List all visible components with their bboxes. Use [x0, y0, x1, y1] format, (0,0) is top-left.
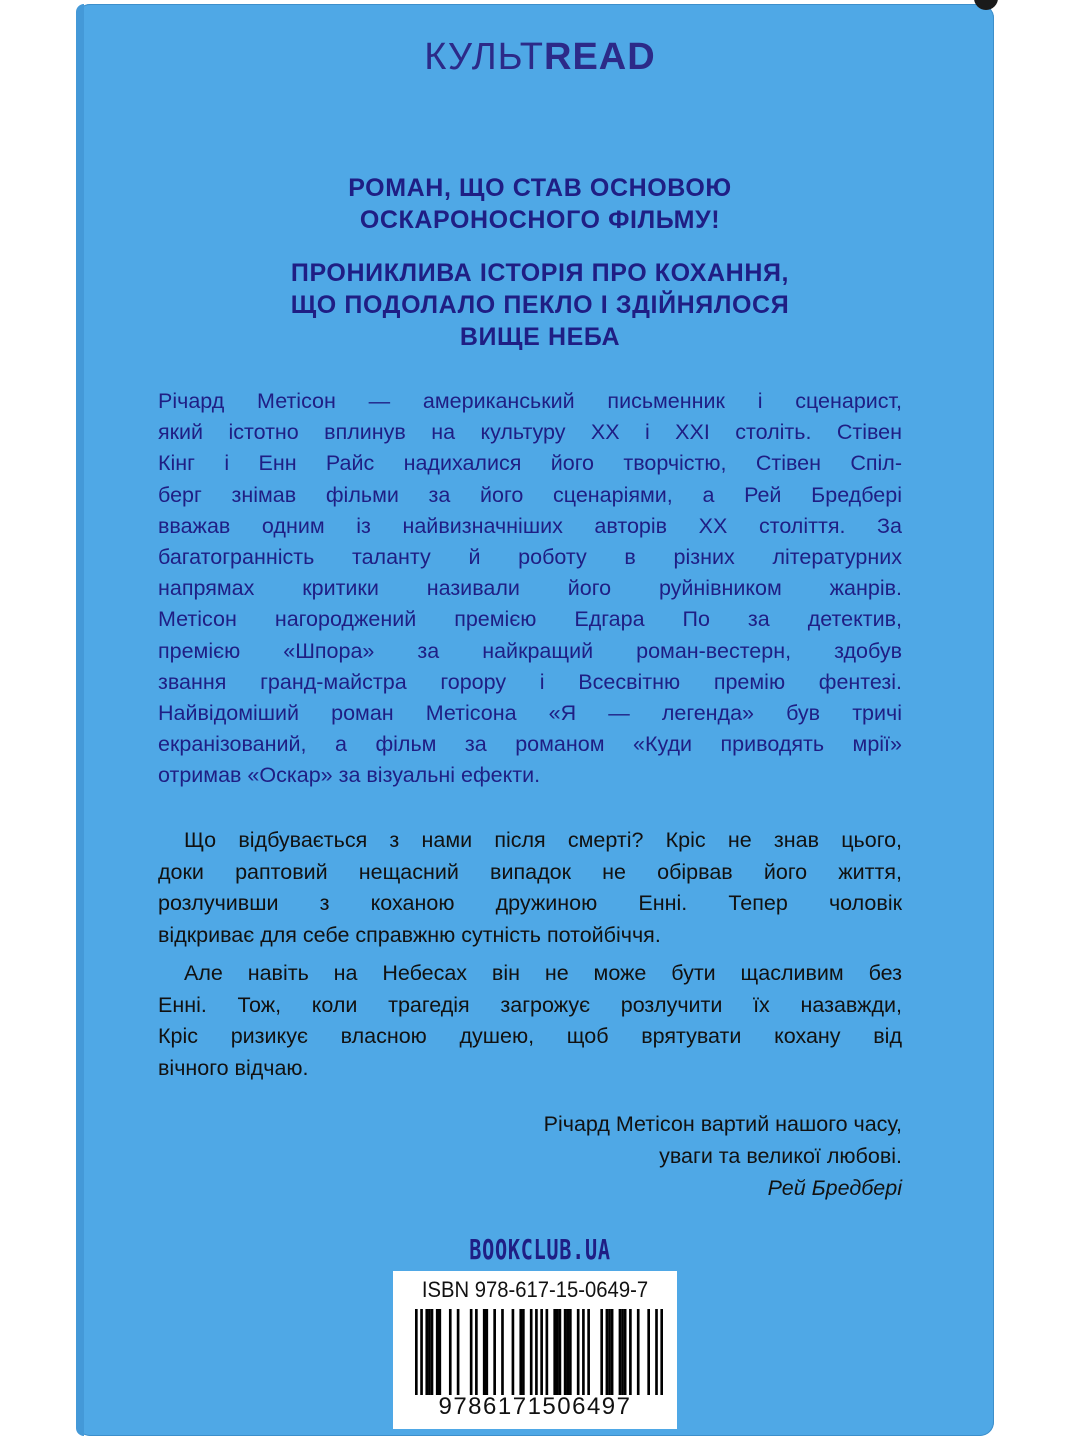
barcode-bar [485, 1309, 488, 1395]
barcode-bar [425, 1309, 428, 1395]
barcode-bar [512, 1309, 515, 1395]
bio-line: напрямах критики називали його руйнівником жанрів. [158, 576, 902, 601]
barcode-bar [577, 1309, 580, 1395]
synopsis-line: розлучивши з коханою дружиною Енні. Тепер чоловік [158, 891, 902, 916]
headline-1-line: ОСКАРОНОСНОГО ФІЛЬМУ! [359, 206, 721, 234]
quote-author: Рей Бредбері [767, 1176, 902, 1200]
headline-1 [0, 172, 1080, 236]
barcode-bar [564, 1309, 567, 1395]
synopsis-line: Що відбувається з нами після смерті? Кріс не знав цього, [184, 828, 902, 852]
bio-line: який істотно вплинув на культуру XX і XXI століть. Стівен [158, 420, 902, 445]
synopsis-line: вічного відчаю. [158, 1055, 309, 1080]
quote-line: уваги та великої любові. [659, 1144, 902, 1168]
series-logo [0, 36, 1080, 79]
barcode-bar [624, 1309, 627, 1395]
barcode-bar [611, 1309, 614, 1395]
barcode-bar [621, 1309, 624, 1395]
ean-digits: 9786171506497 [438, 1393, 632, 1420]
bio-line: вважав одним із найвизначніших авторів XX століття. За [158, 513, 902, 538]
blurb-quote [544, 1108, 902, 1204]
synopsis-paragraph-1 [158, 825, 902, 951]
synopsis-line: Енні. Тож, коли трагедія загрожує розлучити їх назавжди, [158, 992, 902, 1017]
quote-line: Річард Метісон вартий нашого часу, [543, 1112, 902, 1136]
barcode-bar [530, 1309, 533, 1395]
barcode-bar [569, 1309, 572, 1395]
synopsis-line: доки раптовий нещасний випадок не обірвав його життя, [158, 859, 902, 884]
headline-2-line: ПРОНИКЛИВА ІСТОРІЯ ПРО КОХАННЯ, [290, 259, 790, 287]
barcode-bar [493, 1309, 496, 1395]
barcode-bar [540, 1309, 543, 1395]
barcode-bar [470, 1309, 473, 1395]
bio-line: екранізований, а фільм за романом «Куди приводять мрії» [158, 732, 902, 757]
synopsis-paragraph-2 [158, 958, 902, 1084]
barcode-bar [556, 1309, 559, 1395]
barcode-label [393, 1271, 677, 1429]
headline-2-line: ЩО ПОДОЛАЛО ПЕКЛО І ЗДІЙНЯЛОСЯ [290, 291, 790, 319]
barcode-bar [428, 1309, 431, 1395]
barcode-bar [431, 1309, 434, 1395]
barcode-bars [415, 1309, 663, 1395]
bio-line: отримав «Оскар» за візуальні ефекти. [158, 763, 541, 788]
barcode-bar [483, 1309, 486, 1395]
barcode-bar [546, 1309, 549, 1395]
barcode-bar [475, 1309, 478, 1395]
headline-2 [0, 257, 1080, 353]
barcode-bar [600, 1309, 603, 1395]
bio-line: премією «Шпора» за найкращий роман-вестерн, здобув [158, 638, 902, 663]
logo-suffix: READ [544, 36, 656, 78]
barcode-bar [535, 1309, 538, 1395]
barcode-bar [629, 1309, 632, 1395]
barcode-bar [566, 1309, 569, 1395]
synopsis-line: Кріс ризикує власною душею, щоб врятувати кохану від [158, 1024, 902, 1049]
logo-prefix: КУЛЬТ [424, 36, 545, 78]
barcode-bar [438, 1309, 441, 1395]
bio-line: берг знімав фільми за його сценаріями, а Рей Бредбері [158, 482, 902, 507]
barcode-bar [501, 1309, 504, 1395]
barcode-bar [582, 1309, 585, 1395]
barcode-bar [619, 1309, 622, 1395]
barcode-bar [637, 1309, 640, 1395]
barcode-bar [587, 1309, 590, 1395]
author-bio [158, 386, 902, 792]
headline-1-line: РОМАН, ЩО СТАВ ОСНОВОЮ [348, 174, 732, 202]
synopsis-line: відкриває для себе справжню сутність потойбіччя. [158, 922, 661, 947]
isbn-text: ISBN 978-617-15-0649-7 [421, 1277, 649, 1302]
barcode-bar [415, 1309, 418, 1395]
bio-line: Найвідоміший роман Метісона «Я — легенда» був тричі [158, 701, 902, 726]
publisher-url: BOOKCLUB.UA [469, 1233, 611, 1266]
barcode-bar [608, 1309, 611, 1395]
barcode-bar [420, 1309, 423, 1395]
synopsis-line: Але навіть на Небесах він не може бути щасливим без [184, 961, 902, 985]
barcode-bar [436, 1309, 439, 1395]
bio-line: Метісон нагороджений премією Едгара По за детектив, [158, 607, 902, 632]
bio-line: багатогранність таланту й роботу в різних літературних [158, 545, 902, 570]
bio-line: Річард Метісон — американський письменник і сценарист, [158, 389, 902, 413]
barcode-bar [519, 1309, 522, 1395]
barcode-bar [655, 1309, 658, 1395]
barcode-bar [606, 1309, 609, 1395]
barcode-bar [553, 1309, 556, 1395]
barcode-bar [457, 1309, 460, 1395]
bio-line: Кінг і Енн Райс надихалися його творчістю, Стівен Спіл- [158, 451, 902, 476]
bio-line: звання гранд-майстра горору і Всесвітню премію фентезі. [158, 669, 902, 694]
barcode-bar [522, 1309, 525, 1395]
barcode-bar [647, 1309, 650, 1395]
barcode-bar [559, 1309, 562, 1395]
barcode-bar [449, 1309, 452, 1395]
headline-2-line: ВИЩЕ НЕБА [459, 323, 621, 351]
barcode-bar [660, 1309, 663, 1395]
